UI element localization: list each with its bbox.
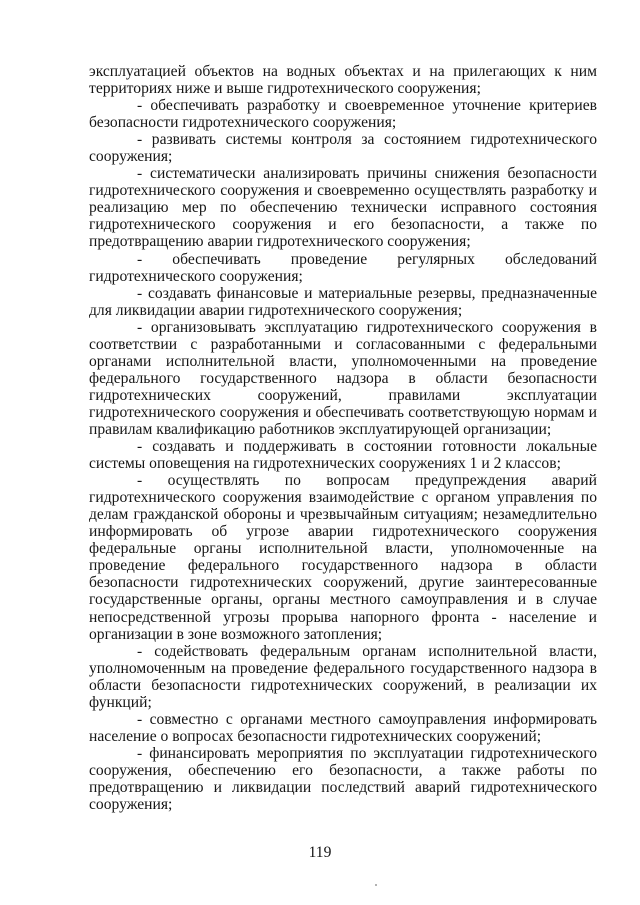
document-body: [89, 63, 597, 813]
list-item: - содействовать федеральным органам исполнительной власти, уполномоченным на проведение федерального государственного надзора в области безопасности гидротехнических сооружений, в реализации их функций;: [89, 642, 597, 711]
page-number: 119: [308, 844, 332, 861]
list-item: - организовывать эксплуатацию гидротехнического сооружения в соответствии с разработанными и согласованными с федеральными органами исполнительной власти, уполномоченными на проведение федерального государственного надзора в области безопасности гидротехнических сооружений, правилами эксплуатации гидротехнического сооружения и обеспечивать соответствующую нормам и правилам квалификацию работников эксплуатирующей организации;: [89, 318, 597, 438]
list-item: - создавать финансовые и материальные резервы, предназначенные для ликвидации аварии гидротехнического сооружения;: [89, 284, 597, 319]
list-item: - обеспечивать разработку и своевременное уточнение критериев безопасности гидротехнического сооружения;: [89, 97, 597, 132]
list-item: - создавать и поддерживать в состоянии готовности локальные системы оповещения на гидротехнических сооружениях 1 и 2 классов;: [89, 438, 597, 473]
list-item: - осуществлять по вопросам предупреждения аварий гидротехнического сооружения взаимодействие с органом управления по делам гражданской обороны и чрезвычайным ситуациям; незамедлительно информировать об угрозе аварии гидротехнического сооружения федеральные органы исполнительной власти, уполномоченные на проведение федерального государственного надзора в области безопасности гидротехнических сооружений, другие заинтересованные государственные органы, органы местного самоуправления и в случае непосредственной угрозы прорыва напорного фронта - население и организации в зоне возможного затопления;: [89, 472, 597, 643]
paragraph-continuation: эксплуатацией объектов на водных объектах и на прилегающих к ним территориях ниже и выше гидротехнического сооружения;: [89, 63, 597, 98]
list-item: - совместно с органами местного самоуправления информировать население о вопросах безопасности гидротехнических сооружений;: [89, 710, 597, 745]
scan-speck: [375, 884, 377, 886]
list-item: - финансировать мероприятия по эксплуатации гидротехнического сооружения, обеспечению его безопасности, а также работы по предотвращению и ликвидации последствий аварий гидротехнического сооружения;: [89, 744, 597, 814]
list-item: - обеспечивать проведение регулярных обследований гидротехнического сооружения;: [89, 250, 597, 285]
list-item: - систематически анализировать причины снижения безопасности гидротехнического сооружения и своевременно осуществлять разработку и реализацию мер по обеспечению технически исправного состояния гидротехнического сооружения и его безопасности, а также по предотвращению аварии гидротехнического сооружения;: [89, 165, 597, 251]
list-item: - развивать системы контроля за состоянием гидротехнического сооружения;: [89, 131, 597, 166]
